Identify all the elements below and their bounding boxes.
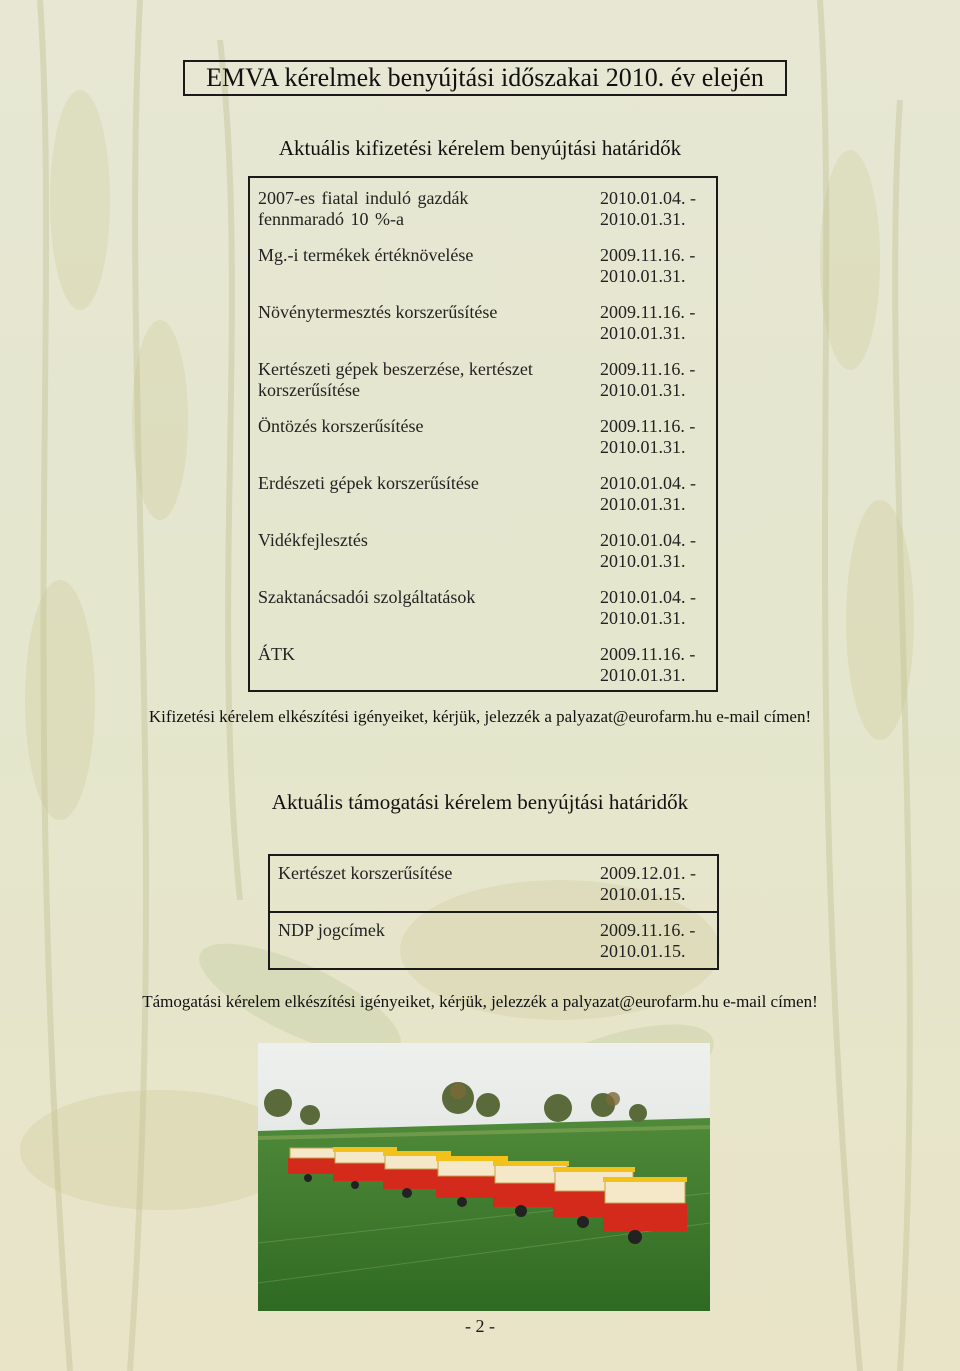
hay-wagons-photo <box>258 1043 710 1311</box>
payment-deadlines-heading: Aktuális kifizetési kérelem benyújtási határidők <box>278 136 682 160</box>
support-contact-note: Támogatási kérelem elkészítési igényeiket, kérjük, jelezzék a palyazat@eurofarm.hu e-mail címen! <box>142 992 818 1011</box>
support-deadlines-table: Kertészet korszerűsítése 2009.12.01. - 2010.01.15. NDP jogcímek 2009.11.16. - 2010.01.15. <box>268 854 719 970</box>
table-divider <box>270 911 717 913</box>
page-title: EMVA kérelmek benyújtási időszakai 2010. év elején <box>183 60 787 96</box>
payment-contact-note: Kifizetési kérelem elkészítési igényeiket, kérjük, jelezzék a palyazat@eurofarm.hu e-mail címen! <box>148 707 812 726</box>
support-deadlines-heading: Aktuális támogatási kérelem benyújtási határidők <box>271 790 689 814</box>
payment-deadlines-table: 2007-es fiatal induló gazdák fennmaradó 10 %-a 2010.01.04. - 2010.01.31. Mg.-i termékek értéknövelése 2009.11.16. - 2010.01.31. Növénytermesztés korszerűsítése 2009.11.16. - 2010.01.31. Kertészeti gépek beszerzése, kertészet korszerűsítése 2009.11.16. - 2010.01.31. Öntözés korszerűsítése 2009.11.16. - 2010.01.31. Erdészeti gépek korszerűsítése 2010.01.04. - 2010.01.31. Vidékfejlesztés 2010.01.04. - 2010.01.31. Szaktanácsadói szolgáltatások 2010.01.04. - 2010.01.31. ÁTK 2009.11.16. - 2010.01.31. <box>248 176 718 692</box>
page-number: - 2 - <box>465 1316 495 1336</box>
